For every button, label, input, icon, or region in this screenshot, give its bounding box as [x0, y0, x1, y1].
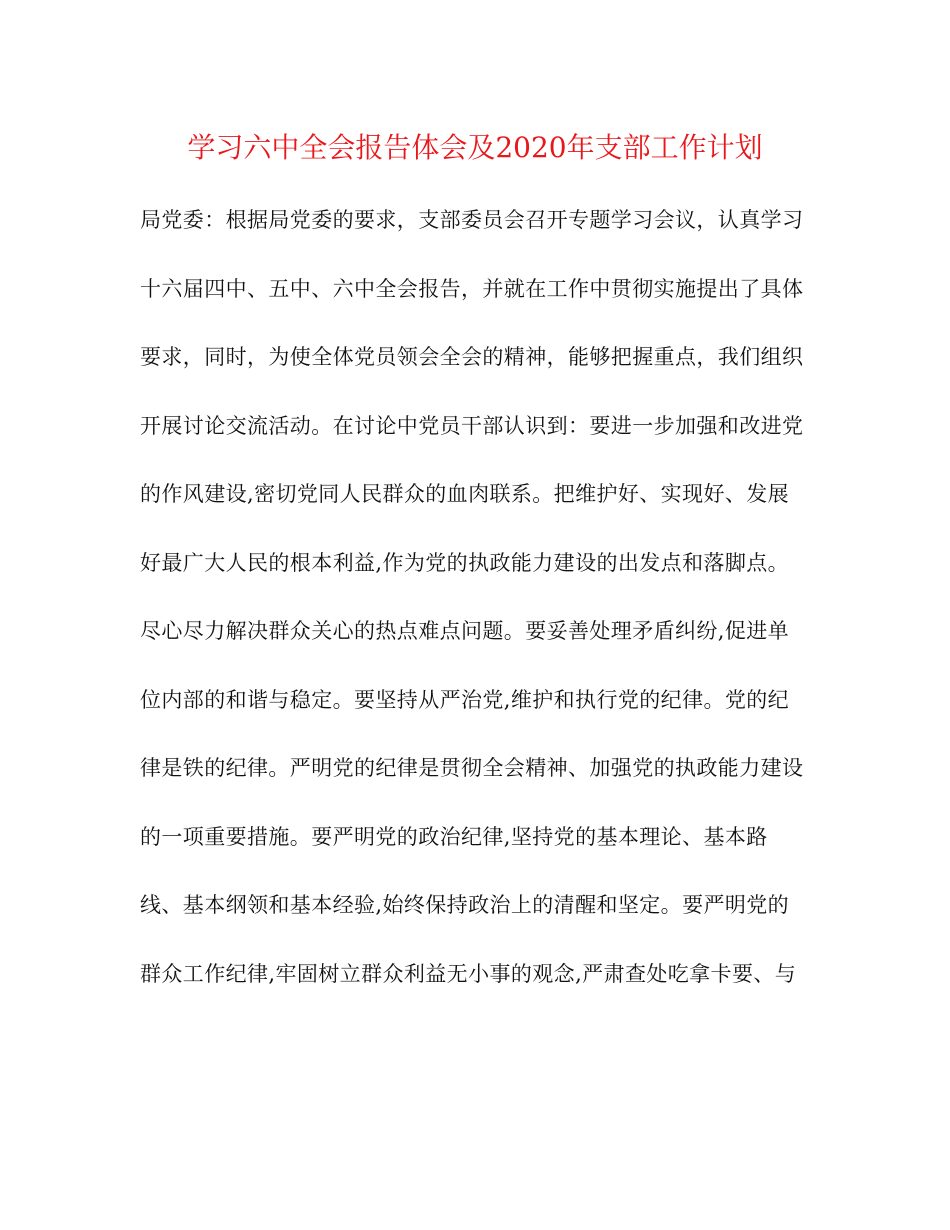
body-line: 十六届四中、五中、六中全会报告，并就在工作中贯彻实施提出了具体	[140, 276, 804, 301]
body-line: 的作风建设,密切党同人民群众的血肉联系。把维护好、实现好、发展	[140, 482, 790, 506]
body-line: 尽心尽力解决群众关心的热点难点问题。要妥善处理矛盾纠纷,促进单	[140, 619, 790, 643]
document-title: 学习六中全会报告体会及2020年支部工作计划	[187, 131, 763, 164]
body-line: 开展讨论交流活动。在讨论中党员干部认识到：要进一步加强和改进党	[140, 413, 804, 438]
body-line: 局党委：根据局党委的要求，支部委员会召开专题学习会议，认真学习	[140, 208, 804, 232]
body-line: 线、基本纲领和基本经验,始终保持政治上的清醒和坚定。要严明党的	[140, 893, 790, 917]
body-line: 群众工作纪律,牢固树立群众利益无小事的观念,严肃查处吃拿卡要、与	[140, 961, 797, 986]
body-line: 要求，同时，为使全体党员领会全会的精神，能够把握重点，我们组织	[140, 345, 804, 369]
body-line: 的一项重要措施。要严明党的政治纪律,坚持党的基本理论、基本路	[140, 824, 768, 849]
document-body	[140, 186, 820, 1008]
body-line: 位内部的和谐与稳定。要坚持从严治党,维护和执行党的纪律。党的纪	[140, 687, 790, 712]
body-line: 律是铁的纪律。严明党的纪律是贯彻全会精神、加强党的执政能力建设	[140, 756, 804, 780]
body-line: 好最广大人民的根本利益,作为党的执政能力建设的出发点和落脚点。	[140, 550, 790, 575]
